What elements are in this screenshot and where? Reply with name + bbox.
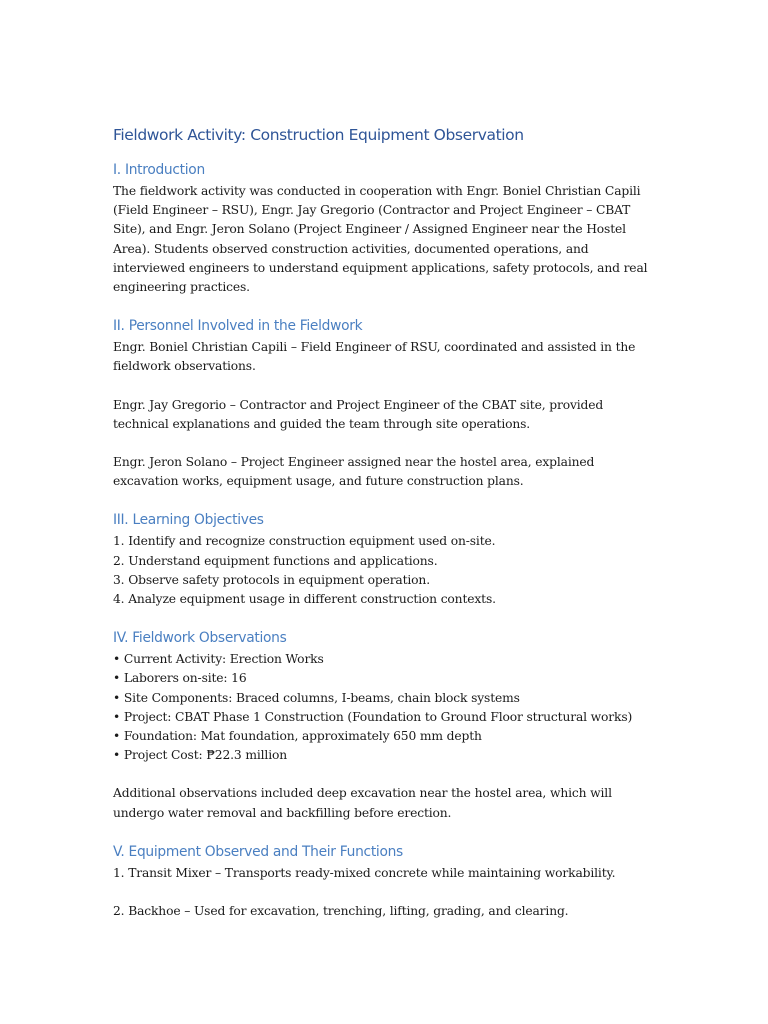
observation-item: • Site Components: Braced columns, I-beams, chain block systems (113, 690, 520, 705)
personnel-paragraph-gregorio: Engr. Jay Gregorio – Contractor and Project Engineer of the CBAT site, provided technical explanations and guided the team through site operations. (113, 397, 604, 431)
observation-item: • Project: CBAT Phase 1 Construction (Foundation to Ground Floor structural works) (113, 709, 633, 724)
equipment-item: 2. Backhoe – Used for excavation, trenching, lifting, grading, and clearing. (113, 904, 569, 919)
personnel-paragraph-solano: Engr. Jeron Solano – Project Engineer assigned near the hostel area, explained excavation works, equipment usage, and future construction plans. (113, 455, 595, 489)
objective-item: 2. Understand equipment functions and applications. (113, 553, 438, 568)
personnel-paragraph-capili: Engr. Boniel Christian Capili – Field Engineer of RSU, coordinated and assisted in the fieldwork observations. (113, 340, 636, 374)
objective-item: 3. Observe safety protocols in equipment operation. (113, 572, 430, 587)
section-heading-objectives: III. Learning Objectives (113, 512, 264, 529)
section-heading-observations: IV. Fieldwork Observations (113, 630, 287, 647)
observation-item: • Project Cost: ₱22.3 million (113, 748, 287, 763)
observation-item: • Current Activity: Erection Works (113, 652, 324, 667)
observation-item: • Foundation: Mat foundation, approximately 650 mm depth (113, 729, 482, 744)
section-heading-personnel: II. Personnel Involved in the Fieldwork (113, 318, 363, 335)
objective-item: 1. Identify and recognize construction equipment used on-site. (113, 534, 496, 549)
introduction-paragraph: The fieldwork activity was conducted in cooperation with Engr. Boniel Christian Capili (Field Engineer – RSU), Engr. Jay Gregorio (Contractor and Project Engineer – CBAT Site), and Engr. Jeron Solano (Project Engineer / Assigned Engineer near the Hostel Area). Students observed construction activities, documented operations, and interviewed engineers to understand equipment applications, safety protocols, and real engineering practices. (113, 184, 648, 295)
section-heading-equipment: V. Equipment Observed and Their Functions (113, 843, 403, 860)
observation-item: • Laborers on-site: 16 (113, 671, 247, 686)
document-title: Fieldwork Activity: Construction Equipment Observation (113, 126, 524, 144)
objective-item: 4. Analyze equipment usage in different construction contexts. (113, 592, 496, 607)
document-content (113, 124, 653, 921)
additional-observations-paragraph: Additional observations included deep excavation near the hostel area, which will undergo water removal and backfilling before erection. (113, 786, 612, 820)
equipment-item: 1. Transit Mixer – Transports ready-mixed concrete while maintaining workability. (113, 865, 616, 880)
section-heading-introduction: I. Introduction (113, 162, 205, 178)
